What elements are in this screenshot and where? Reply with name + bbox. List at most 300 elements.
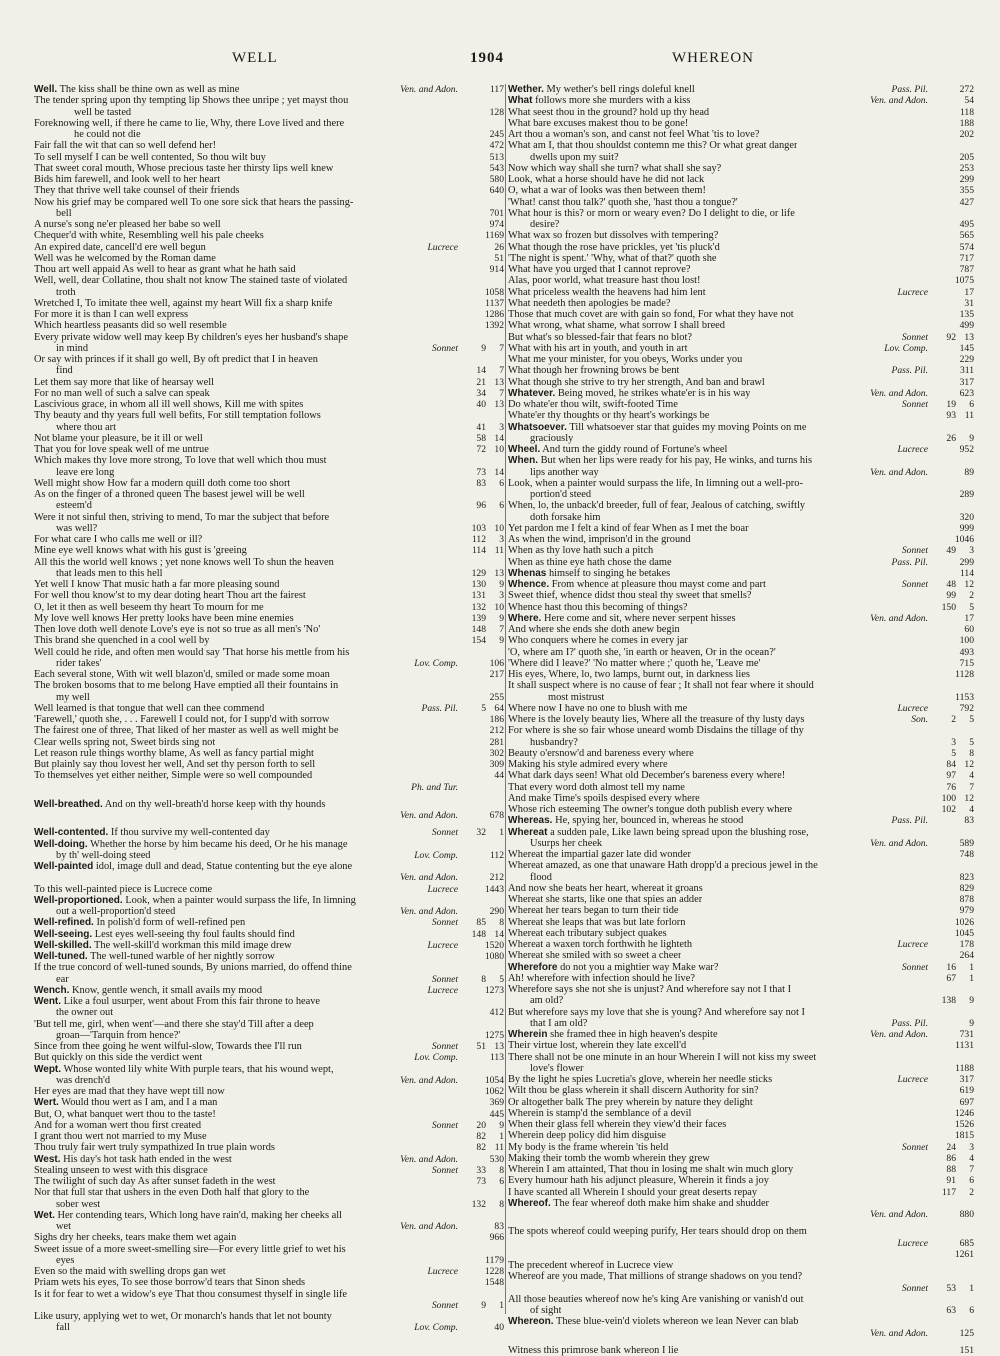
line-text (34, 163, 333, 174)
quotation: Ah! wherefore with infection should he live? (508, 972, 695, 984)
line-text (508, 714, 804, 725)
sonnet-number: 32 (476, 827, 486, 839)
line-text (34, 647, 349, 658)
concordance-line (34, 974, 506, 985)
concordance-line (508, 287, 976, 298)
line-text (34, 1019, 314, 1030)
line-number: 302 (489, 747, 504, 759)
concordance-line (508, 140, 976, 151)
concordance-line (508, 613, 976, 624)
headword: Well-proportioned. (34, 894, 123, 906)
quotation: Beauty o'ersnow'd and bareness every where (508, 747, 694, 759)
source-work: Ven. and Adon. (397, 1154, 458, 1165)
concordance-line (508, 658, 976, 669)
quotation: Whereat she starts, like one that spies an adder (508, 894, 703, 905)
concordance-line (508, 568, 976, 579)
line-number: 281 (489, 736, 504, 748)
line-number: 472 (489, 140, 504, 152)
headword: Whence. (508, 579, 550, 590)
line-number: 6 (969, 399, 974, 410)
line-text (34, 354, 318, 365)
concordance-line (34, 1244, 506, 1255)
quotation: What priceless wealth the heavens had him lent (508, 286, 706, 298)
source-work: Ven. and Adon. (397, 906, 458, 917)
quotation: bell (56, 207, 72, 219)
concordance-line (34, 714, 506, 725)
line-number: 12 (964, 579, 974, 590)
line-number: 289 (959, 489, 974, 500)
quotation: For more it is than I can well express (34, 309, 189, 320)
quotation: But when her lips were ready for his pay, He winks, and turns his (540, 455, 813, 467)
line-number: 2 (969, 1186, 974, 1198)
quotation: Foreknowing well, if there he came to lie, Why, there Love lived and there (34, 117, 345, 129)
line-text (508, 264, 690, 275)
line-number: 9 (969, 432, 974, 444)
quotation: Now his grief may be compared well To one sore sick that hears the passing- (34, 196, 354, 208)
line-text (508, 129, 759, 140)
sonnet-number: 14 (476, 365, 486, 377)
line-number: 13 (494, 399, 504, 410)
line-text (34, 343, 88, 354)
line-number: 1054 (484, 1074, 504, 1086)
sonnet-number: 91 (946, 1175, 956, 1187)
line-number: 1392 (484, 320, 504, 332)
quotation: by th' well-doing steed (56, 849, 151, 861)
headword: Well-skilled. (34, 939, 92, 951)
sonnet-number: 24 (946, 1141, 956, 1153)
concordance-line (508, 455, 976, 466)
line-text (508, 928, 667, 939)
quotation: The well-tuned warble of her nightly sorrow (90, 951, 275, 962)
line-number: 1 (499, 1131, 504, 1142)
source-work: Ven. and Adon. (397, 1221, 458, 1232)
concordance-line (508, 905, 976, 916)
line-text (34, 1052, 202, 1063)
quotation: Let them say more that like of hearsay well (34, 376, 215, 388)
source-work: Pass. Pil. (888, 1018, 928, 1029)
line-text (508, 759, 668, 770)
quotation: Yet well I know That music hath a far more pleasing sound (34, 579, 280, 590)
concordance-line (34, 602, 506, 613)
concordance-line (508, 1209, 976, 1220)
line-text (34, 1221, 71, 1232)
line-number: 1 (499, 1299, 504, 1311)
quotation: graciously (530, 432, 574, 444)
quotation: Well could he ride, and often men would say 'That horse his mettle from his (34, 646, 350, 658)
concordance-line (508, 737, 976, 748)
concordance-line (34, 1019, 506, 1030)
line-number: 245 (489, 129, 504, 140)
line-number: 513 (489, 151, 504, 163)
concordance-line (34, 84, 506, 95)
quotation: His eyes, Where, lo, two lamps, burnt out, in darkness lies (508, 669, 750, 680)
line-number: 6 (969, 1305, 974, 1316)
line-text (34, 799, 325, 810)
sonnet-number: 51 (476, 1041, 486, 1052)
line-text (508, 647, 776, 658)
sonnet-number: 148 (471, 928, 486, 940)
line-number: 9 (969, 1017, 974, 1029)
concordance-line (34, 320, 506, 331)
quotation: My body is the frame wherein 'tis held (508, 1141, 669, 1153)
sonnet-number: 97 (946, 770, 956, 782)
quotation: do not you a mightier way Make war? (560, 961, 719, 973)
source-work: Sonnet (429, 974, 458, 985)
source-work: Lov. Comp. (411, 658, 458, 669)
line-text (508, 1305, 561, 1316)
line-text (508, 568, 670, 579)
concordance-line (34, 208, 506, 219)
concordance-line (34, 197, 506, 208)
line-text (508, 748, 694, 759)
quotation: Every private widow well may keep By children's eyes her husband's shape (34, 331, 348, 343)
source-work: Lucrece (424, 242, 458, 253)
line-text (34, 1165, 208, 1176)
concordance-line (34, 1199, 506, 1210)
concordance-line (508, 444, 976, 455)
line-text (508, 512, 600, 523)
line-text (34, 884, 212, 895)
quotation: Well learned is that tongue that well can thee commend (34, 702, 265, 714)
line-number: 5 (969, 714, 974, 725)
source-work: Ven. and Adon. (397, 872, 458, 883)
concordance-line (34, 410, 506, 421)
line-text (34, 1154, 232, 1165)
line-text (34, 568, 162, 579)
concordance-line (34, 1120, 506, 1131)
quotation: Whereof are you made, That millions of strange shadows on you tend? (508, 1271, 803, 1283)
source-work: Sonnet (899, 579, 928, 590)
concordance-line (34, 275, 506, 286)
line-text (508, 1085, 759, 1096)
sonnet-number: 88 (946, 1164, 956, 1175)
sonnet-number: 3 (951, 736, 956, 748)
quotation: Yet pardon me I felt a kind of fear When as I met the boar (508, 522, 749, 534)
line-text (508, 422, 807, 433)
quotation: Lest eyes well-seeing thy foul faults should find (94, 928, 295, 940)
right-column (508, 84, 976, 1356)
concordance-line (508, 523, 976, 534)
line-number: 580 (489, 174, 504, 185)
concordance-line (34, 725, 506, 736)
concordance-line (34, 962, 506, 973)
line-number: 1153 (955, 691, 974, 703)
sonnet-number: 86 (946, 1152, 956, 1164)
quotation: That sweet coral mouth, Whose precious taste her thirsty lips well knew (34, 162, 334, 174)
quotation: When their glass fell wherein they view'd their faces (508, 1119, 727, 1130)
quotation: troth (56, 286, 76, 298)
quotation: That you for love speak well of me untrue (34, 444, 209, 455)
concordance-line (34, 906, 506, 917)
concordance-line (508, 793, 976, 804)
line-text (508, 782, 685, 793)
line-text (34, 377, 214, 388)
concordance-line (34, 174, 506, 185)
line-number: 715 (959, 657, 974, 669)
concordance-line (34, 1086, 506, 1097)
sonnet-number: 2 (951, 714, 956, 725)
concordance-line (508, 309, 976, 320)
line-text (508, 770, 785, 781)
sonnet-number: 26 (946, 432, 956, 444)
line-text (508, 1153, 710, 1164)
line-number: 952 (959, 444, 974, 455)
concordance-line (508, 84, 976, 95)
concordance-line (508, 1198, 976, 1209)
concordance-line (508, 197, 976, 208)
concordance-line (508, 1187, 976, 1198)
line-text (508, 343, 688, 354)
sonnet-number: 19 (946, 399, 956, 410)
line-text (34, 1120, 201, 1131)
sonnet-number: 103 (471, 522, 486, 534)
line-number: 1137 (485, 297, 504, 309)
line-number: 1526 (954, 1119, 974, 1130)
sonnet-number: 53 (946, 1282, 956, 1294)
line-text (34, 613, 294, 624)
line-text (34, 455, 327, 466)
concordance-line (508, 770, 976, 781)
concordance-line (508, 860, 976, 871)
line-number: 320 (959, 511, 974, 523)
concordance-line (34, 1142, 506, 1153)
concordance-line (508, 253, 976, 264)
line-text (508, 84, 695, 95)
concordance-line (508, 1271, 976, 1282)
line-text (508, 309, 794, 320)
quotation: Where now I have no one to blush with me (508, 702, 688, 714)
line-text (34, 996, 320, 1007)
line-number: 6 (969, 1175, 974, 1187)
quotation: Thou truly fair wert truly sympathized In true plain words (34, 1142, 275, 1154)
line-text (34, 107, 131, 118)
concordance-line (34, 185, 506, 196)
sonnet-number: 132 (471, 601, 486, 613)
concordance-line (508, 1283, 976, 1294)
quotation: Whate'er thy thoughts or thy heart's workings be (508, 410, 710, 422)
line-number: 530 (489, 1153, 504, 1165)
quotation: the owner out (56, 1007, 114, 1019)
line-number: 11 (494, 1142, 504, 1154)
concordance-line (508, 759, 976, 770)
line-number: 264 (959, 950, 974, 962)
quotation: 'The night is spent.' 'Why, what of that?' quoth she (508, 252, 717, 264)
line-text (508, 197, 738, 208)
quotation: These blue-vein'd violets whereon we lean Never can blab (555, 1316, 799, 1328)
quotation: a sudden pale, Like lawn being spread upon the blushing rose, (550, 826, 809, 838)
line-number: 878 (959, 894, 974, 905)
line-text (34, 850, 151, 861)
line-text (508, 1130, 666, 1141)
line-number: 640 (489, 185, 504, 197)
concordance-line (508, 894, 976, 905)
quotation: What am I, that thou shouldst contemn me this? Or what great danger (508, 140, 798, 152)
quotation: When as thy love hath such a pitch (508, 545, 654, 557)
line-text (508, 107, 709, 118)
line-text (508, 1097, 753, 1108)
quotation: Bids him farewell, and look well to her heart (34, 174, 221, 185)
source-work: Ven. and Adon. (867, 388, 928, 399)
line-number: 114 (959, 567, 974, 579)
source-work: Lov. Comp. (411, 850, 458, 861)
quotation: was well? (56, 522, 98, 534)
source-work: Lov. Comp. (411, 1052, 458, 1063)
line-text (508, 1052, 816, 1063)
line-number: 112 (489, 849, 504, 861)
source-work: Lucrece (894, 939, 928, 950)
quotation: love's flower (530, 1062, 584, 1074)
line-number: 623 (959, 387, 974, 399)
quotation: wet (56, 1221, 72, 1232)
concordance-line (508, 478, 976, 489)
line-number: 8 (499, 917, 504, 929)
line-text (34, 275, 347, 286)
line-number: 9 (499, 635, 504, 647)
sonnet-number: 131 (471, 590, 486, 602)
line-number: 1548 (484, 1277, 504, 1289)
line-number: 51 (494, 252, 504, 264)
line-number: 125 (959, 1327, 974, 1339)
quotation: When as thine eye hath chose the dame (508, 556, 672, 568)
line-number: 54 (964, 95, 974, 107)
line-number: 1273 (484, 984, 504, 996)
concordance-line (508, 624, 976, 635)
concordance-line (34, 1131, 506, 1142)
line-text (34, 444, 209, 455)
concordance-line (508, 973, 976, 984)
quotation: I grant thou wert not married to my Muse (34, 1131, 207, 1142)
line-text (34, 1289, 347, 1300)
quotation: Mine eye well knows what with his gust is 'greeing (34, 545, 247, 557)
concordance-line (34, 444, 506, 455)
line-text (34, 1199, 100, 1210)
line-number: 823 (959, 871, 974, 883)
line-text (508, 377, 765, 388)
quotation: The fairest one of three, That liked of her master as well as well might be (34, 725, 339, 737)
line-text (508, 118, 688, 129)
quotation: If the true concord of well-tuned sounds, By unions married, do offend thine (34, 962, 352, 974)
line-number: 3 (969, 545, 974, 557)
line-number: 317 (959, 376, 974, 388)
line-number: 9 (499, 1119, 504, 1131)
line-text (34, 1064, 334, 1075)
source-work: Lov. Comp. (881, 343, 928, 354)
line-text (508, 658, 760, 669)
line-text (508, 849, 691, 860)
line-text (34, 242, 206, 253)
line-text (34, 1322, 70, 1333)
headword: Whenas (508, 567, 547, 579)
line-number: 212 (489, 725, 504, 737)
quotation: most mistrust (548, 691, 605, 703)
sonnet-number: 5 (481, 702, 486, 714)
line-number: 445 (489, 1108, 504, 1120)
quotation: doth forsake him (530, 511, 601, 523)
concordance-line (508, 230, 976, 241)
line-text (508, 365, 679, 376)
quotation: The spots whereof could weeping purify, Her tears should drop on them (508, 1226, 807, 1238)
concordance-line (508, 917, 976, 928)
quotation: What dark days seen! What old December's bareness every where! (508, 770, 786, 782)
quotation: The tender spring upon thy tempting lip Shows thee unripe ; yet mayst thou (34, 95, 349, 107)
line-text (508, 579, 766, 590)
quotation: When, lo, the unback'd breeder, full of fear, Jealous of catching, swiftly (508, 500, 806, 512)
quotation: Whose rich esteeming The owner's tongue doth publish every where (508, 804, 793, 815)
concordance-line (508, 1018, 976, 1029)
line-number: 11 (494, 545, 504, 557)
quotation: Alas, poor world, what treasure hast thou lost! (508, 275, 701, 287)
quotation: that I am old? (530, 1017, 588, 1029)
quotation: Who conquers where he comes in every jar (508, 635, 688, 647)
line-text (34, 320, 227, 331)
concordance-line (34, 343, 506, 354)
headword: What (508, 95, 533, 107)
concordance-line (508, 354, 976, 365)
concordance-line (508, 1130, 976, 1141)
concordance-line (508, 377, 976, 388)
line-text (508, 894, 702, 905)
line-text (34, 861, 352, 872)
quotation: What though the rose have prickles, yet 'tis pluck'd (508, 241, 720, 253)
line-number: 966 (489, 1232, 504, 1244)
line-number: 106 (489, 657, 504, 669)
source-work: Ven. and Adon. (867, 1209, 928, 1220)
line-text (34, 1142, 275, 1153)
line-number: 3 (499, 534, 504, 545)
line-text (34, 1097, 217, 1108)
concordance-line (34, 1266, 506, 1277)
concordance-line (34, 489, 506, 500)
line-text (508, 253, 717, 264)
line-text (34, 388, 210, 399)
concordance-line (508, 928, 976, 939)
line-number: 5 (499, 973, 504, 985)
concordance-line (508, 1085, 976, 1096)
concordance-line (34, 1210, 506, 1221)
quotation: But plainly say thou lovest her well, And set thy person forth to sell (34, 759, 316, 770)
headword: Well. (34, 84, 58, 95)
line-number: 1169 (485, 230, 504, 242)
concordance-line (34, 568, 506, 579)
quotation: Which makes thy love more strong, To love that well which thou must (34, 455, 327, 467)
sonnet-number: 82 (476, 1131, 486, 1142)
concordance-line (508, 1074, 976, 1085)
line-text (34, 1277, 305, 1288)
concordance-line (34, 545, 506, 556)
concordance-line (34, 770, 506, 781)
line-text (34, 534, 202, 545)
line-number: 1520 (484, 939, 504, 951)
headword: Wench. (34, 984, 70, 996)
source-work: Ven. and Adon. (867, 838, 928, 849)
line-number: 697 (959, 1096, 974, 1108)
sonnet-number: 58 (476, 432, 486, 444)
quotation: O, let it then as well beseem thy heart To mourn for me (34, 601, 264, 613)
line-number: 8 (499, 1164, 504, 1176)
line-number: 1080 (484, 951, 504, 962)
quotation: For well thou know'st to my dear doting heart Thou art the fairest (34, 590, 306, 602)
concordance-line (508, 579, 976, 590)
concordance-line (34, 1255, 506, 1266)
concordance-line (34, 895, 506, 906)
source-work: Sonnet (429, 827, 458, 838)
line-text (34, 1131, 207, 1142)
line-number: 31 (964, 297, 974, 309)
line-number: 14 (494, 466, 504, 478)
concordance-line (34, 230, 506, 241)
line-text (508, 1226, 807, 1237)
headword: Well-tuned. (34, 951, 88, 962)
